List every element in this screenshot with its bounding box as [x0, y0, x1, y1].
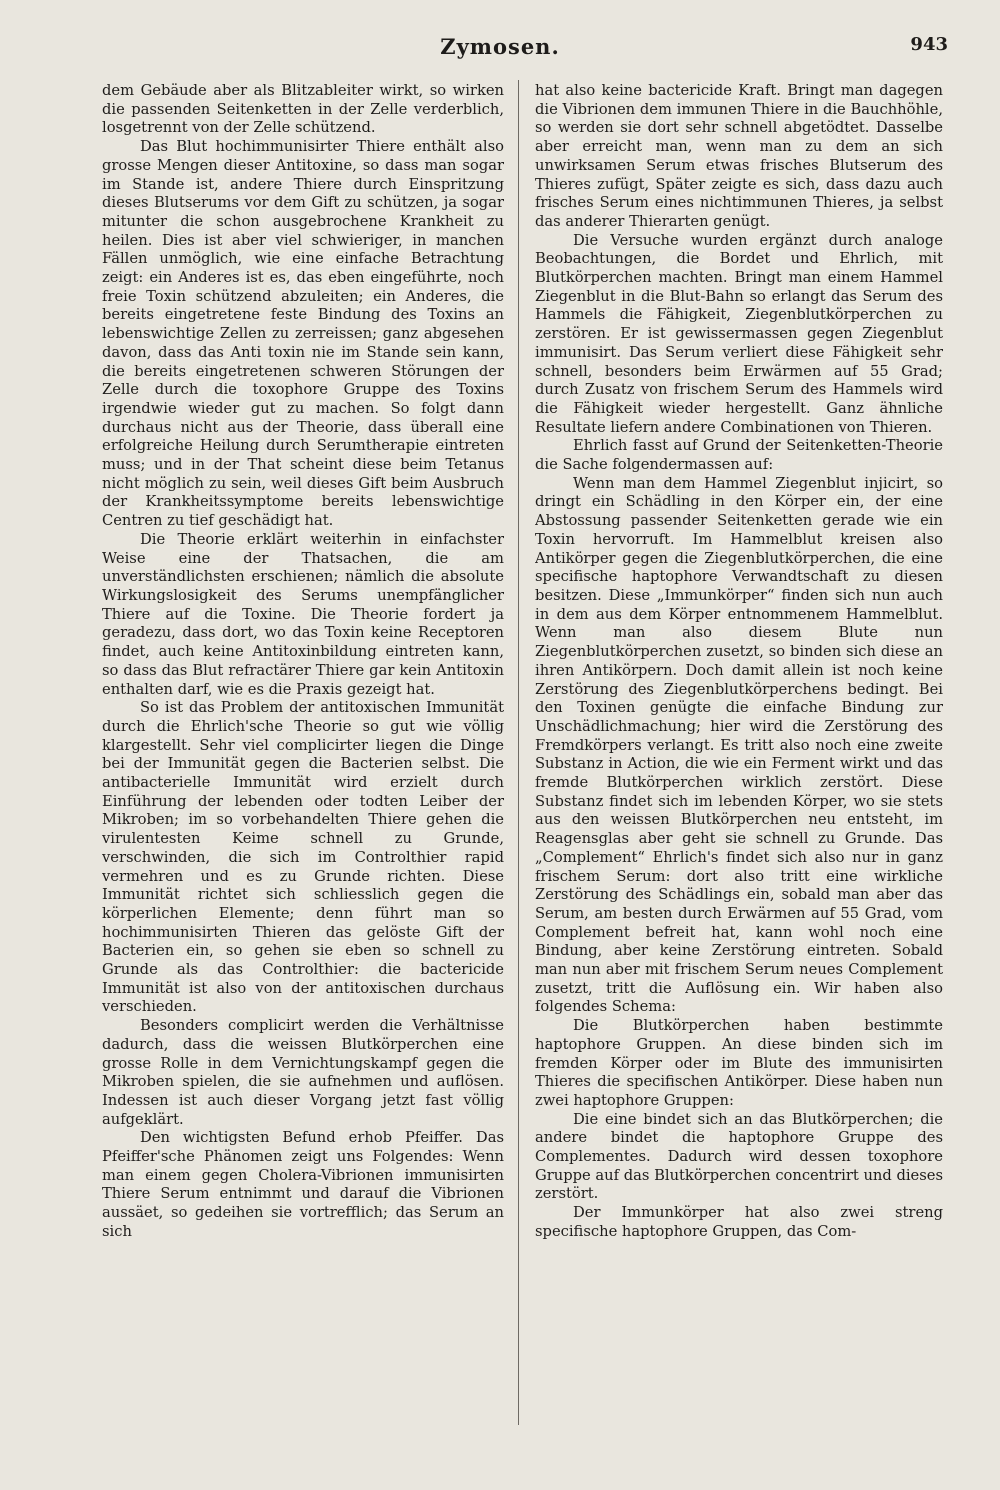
- paragraph: hat also keine bactericide Kraft. Bringt man dagegen die Vibrionen dem immunen Thiere in die Bauchhöhle, so werden sie dort sehr schnell abgetödtet. Dasselbe aber erreicht man, wenn man zu dem an sich unwirksamen Serum etwas frisches Blutserum des Thieres zufügt, Später zeigte es sich, dass dazu auch frisches Serum eines nichtimmunen Thieres, ja selbst das anderer Thierarten genügt.: [535, 82, 943, 230]
- paragraph: Wenn man dem Hammel Ziegenblut injicirt, so dringt ein Schädling in den Körper ein, der eine Abstossung passender Seitenketten gerade wie ein Toxin hervorruft. Im Hammelblut kreisen also Antikörper gegen die Ziegenblutkörperchen, die eine specifische haptophore Verwandtschaft zu diesen besitzen. Diese „Immunkörper“ finden sich nun auch in dem aus dem Körper entnommenem Hammelblut. Wenn man also diesem Blute nun Ziegenblutkörperchen zusetzt, so binden sich diese an ihren Antikörpern. Doch damit allein ist noch keine Zerstörung des Ziegenblutkörperchens bedingt. Bei den Toxinen genügte die einfache Bindung zur Unschädlichmachung; hier wird die Zerstörung des Fremdkörpers verlangt. Es tritt also noch eine zweite Substanz in Action, die wie ein Ferment wirkt und das fremde Blutkörperchen wirklich zerstört. Diese Substanz findet sich im lebenden Körper, wo sie stets aus den weissen Blutkörperchen neu entsteht, im Reagensglas aber geht sie schnell zu Grunde. Das „Complement“ Ehrlich's findet sich also nur in ganz frischem Serum: dort also tritt eine wirkliche Zerstörung des Schädlings ein, sobald man aber das Serum, am besten durch Erwärmen auf 55 Grad, vom Complement befreit hat, kann wohl noch eine Bindung, aber keine Zerstörung eintreten. Sobald man nun aber mit frischem Serum neues Complement zusetzt, tritt die Auflösung ein. Wir haben also folgendes Schema:: [535, 474, 943, 1016]
- paragraph: So ist das Problem der antitoxischen Immunität durch die Ehrlich'sche Theorie so gut wie völlig klargestellt. Sehr viel complicirter liegen die Dinge bei der Immunität gegen die Bacterien selbst. Die antibacterielle Immunität wird erzielt durch Einführung der lebenden oder todten Leiber der Mikroben; im so vorbehandelten Thiere gehen die virulentesten Keime schnell zu Grunde, verschwinden, die sich im Controlthier rapid vermehren und es zu Grunde richten. Diese Immunität richtet sich schliesslich gegen die körperlichen Elemente; denn führt man so hochimmunisirten Thieren das gelöste Gift der Bacterien ein, so gehen sie eben so schnell zu Grunde als das Controlthier: die bactericide Immunität ist also von der antitoxischen durchaus verschieden.: [102, 699, 504, 1016]
- paragraph: Ehrlich fasst auf Grund der Seitenketten-Theorie die Sache folgendermassen auf:: [535, 437, 943, 474]
- left-text-column: [102, 82, 504, 1432]
- paragraph: Besonders complicirt werden die Verhältnisse dadurch, dass die weissen Blutkörperchen eine grosse Rolle in dem Vernichtungskampf gegen die Mikroben spielen, die sie aufnehmen und auflösen. Indessen ist auch dieser Vorgang jetzt fast völlig aufgeklärt.: [102, 1017, 504, 1128]
- paragraph: Das Blut hochimmunisirter Thiere enthält also grosse Mengen dieser Antitoxine, so dass man sogar im Stande ist, andere Thiere durch Einspritzung dieses Blutserums vor dem Gift zu schützen, ja sogar mitunter die schon ausgebrochene Krankheit zu heilen. Dies ist aber viel schwieriger, in manchen Fällen unmöglich, wie eine einfache Betrachtung zeigt: ein Anderes ist es, das eben eingeführte, noch freie Toxin schützend abzuleiten; ein Anderes, die bereits eingetretene feste Bindung des Toxins an lebenswichtige Zellen zu zerreissen; ganz abgesehen davon, dass das Anti toxin nie im Stande sein kann, die bereits eingetretenen schweren Störungen der Zelle durch die toxophore Gruppe des Toxins irgendwie wieder gut zu machen. So folgt dann durchaus nicht aus der Theorie, dass überall eine erfolgreiche Heilung durch Serumtherapie eintreten muss; und in der That scheint diese beim Tetanus nicht möglich zu sein, weil dieses Gift beim Ausbruch der Krankheitssymptome bereits lebenswichtige Centren zu tief geschädigt hat.: [102, 138, 504, 530]
- paragraph: Die Theorie erklärt weiterhin in einfachster Weise eine der Thatsachen, die am unverständlichsten erschienen; nämlich die absolute Wirkungslosigkeit des Serums unempfänglicher Thiere auf die Toxine. Die Theorie fordert ja geradezu, dass dort, wo das Toxin keine Receptoren findet, auch keine Antitoxinbildung eintreten kann, so dass das Blut refractärer Thiere gar kein Antitoxin enthalten darf, wie es die Praxis gezeigt hat.: [102, 530, 504, 698]
- paragraph: Die Versuche wurden ergänzt durch analoge Beobachtungen, die Bordet und Ehrlich, mit Blutkörperchen machten. Bringt man einem Hammel Ziegenblut in die Blut-Bahn so erlangt das Serum des Hammels die Fähigkeit, Ziegenblutkörperchen zu zerstören. Er ist gewissermassen gegen Ziegenblut immunisirt. Das Serum verliert diese Fähigkeit sehr schnell, besonders beim Erwärmen auf 55 Grad; durch Zusatz von frischem Serum des Hammels wird die Fähigkeit wieder hergestellt. Ganz ähnliche Resultate liefern andere Combinationen von Thieren.: [535, 231, 943, 436]
- paragraph: Die Blutkörperchen haben bestimmte haptophore Gruppen. An diese binden sich im fremden Körper oder im Blute des immunisirten Thieres die specifischen Antikörper. Diese haben nun zwei haptophore Gruppen:: [535, 1017, 943, 1109]
- page-number: 943: [910, 34, 948, 55]
- paragraph: dem Gebäude aber als Blitzableiter wirkt, so wirken die passenden Seitenketten in der Zelle verderblich, losgetrennt von der Zelle schützend.: [102, 82, 504, 137]
- right-text-column: [535, 82, 943, 1432]
- column-divider: [518, 80, 519, 1425]
- paragraph: Den wichtigsten Befund erhob Pfeiffer. Das Pfeiffer'sche Phänomen zeigt uns Folgendes: Wenn man einem gegen Cholera-Vibrionen immunisirten Thiere Serum entnimmt und darauf die Vibrionen aussäet, so gedeihen sie vortrefflich; das Serum an sich: [102, 1129, 504, 1240]
- running-header-title: Zymosen.: [440, 34, 560, 59]
- paragraph: Die eine bindet sich an das Blutkörperchen; die andere bindet die haptophore Gruppe des Complementes. Dadurch wird dessen toxophore Gruppe auf das Blutkörperchen concentrirt und dieses zerstört.: [535, 1110, 943, 1203]
- paragraph: Der Immunkörper hat also zwei streng specifische haptophore Gruppen, das Com-: [535, 1204, 943, 1240]
